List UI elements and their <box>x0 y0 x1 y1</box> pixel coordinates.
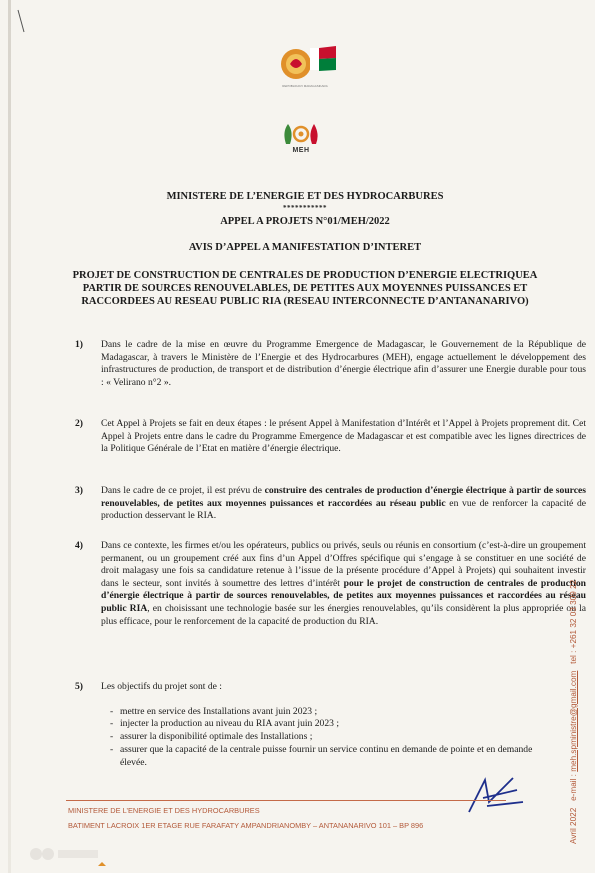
paragraph-number: 2) <box>75 418 83 429</box>
paragraph-text: Les objectifs du projet sont de : <box>101 681 222 692</box>
paragraph-text: Cet Appel à Projets se fait en deux étapes : le présent Appel à Manifestation d’Intérêt et l’Appel à Projets proprement dit. Cet Appel à Projets entre dans le cadre du Programme Emergence de Madagascar et est compatible avec les lignes directrices de la Politique Générale de l’Etat en matière d’énergie électrique. <box>101 418 586 455</box>
signature-mark <box>463 772 533 822</box>
objective-text: assurer que la capacité de la centrale puisse fournir un service continu en demande de pointe et en demande élevée. <box>120 744 533 768</box>
objective-item <box>110 706 540 719</box>
bullet-dash: - <box>110 744 114 755</box>
stars-separator: *********** <box>283 204 327 212</box>
presidency-tagline: REPOBLIKAN'I MADAGASIKARA <box>282 84 328 88</box>
objective-item <box>110 731 540 744</box>
paragraph-number: 1) <box>75 339 83 350</box>
ministry-heading: MINISTERE DE L’ENERGIE ET DES HYDROCARBURES <box>166 191 444 202</box>
paragraph-text-post: en vue de renforcer la capacité de production desservant le RIA. <box>101 497 587 522</box>
paragraph-text-pre: Dans ce contexte, les firmes et/ou les opérateurs, publics ou privés, seuls ou réunis en consortium (c’est-à-dire un groupement permanent, ou un groupement créé aux fins d’un Appel d’Offres spécifique qui s’engage à se constituer en une société de droit malagasy une fois sa candidature retenue à l’issue de la présente procédure d’Appel à Projets) qui souhaitent investir dans le secteur, sont invités à soumettre des lettres d’intérêt <box>101 540 586 589</box>
paragraph-text-pre: Dans le cadre de ce projet, il est prévu de <box>101 485 265 496</box>
bullet-dash: - <box>110 731 114 742</box>
paragraph-text-post: , en choisissant une technologie basée sur les énergies renouvelables, qu’ils considèrent la plus appropriée ou la plus efficace, pour le renforcement de la capacité de production du RIA. <box>101 602 586 627</box>
call-number-heading: APPEL A PROJETS N°01/MEH/2022 <box>220 216 390 227</box>
objective-item <box>110 718 540 731</box>
side-date: Avril 2022 <box>569 807 578 844</box>
paragraph-number: 3) <box>75 485 83 496</box>
paragraph-text <box>101 485 586 523</box>
paragraph-text-bold: construire des centrales de production d’énergie électrique à partir de sources renouvelables, de petites aux moyennes puissances et raccordées au réseau public <box>101 485 586 509</box>
scan-watermark <box>26 836 106 868</box>
objective-text: mettre en service des Installations avant juin 2023 ; <box>120 706 318 717</box>
bullet-dash: - <box>110 718 114 729</box>
footer-ministry: MINISTERE DE L’ENERGIE ET DES HYDROCARBURES <box>68 806 260 815</box>
side-email-label: e-mail : <box>569 774 578 801</box>
meh-logo-text: MEH <box>292 147 310 154</box>
footer-divider <box>66 800 506 801</box>
paragraph-number: 5) <box>75 681 83 692</box>
corner-stroke <box>14 8 32 34</box>
meh-logo <box>278 118 324 164</box>
objective-item <box>110 744 540 769</box>
paragraph-text <box>101 540 586 628</box>
objective-text: injecter la production au niveau du RIA avant juin 2023 ; <box>120 718 340 729</box>
notice-title: AVIS D’APPEL A MANIFESTATION D’INTERET <box>188 242 422 253</box>
paragraph-text: Dans le cadre de la mise en œuvre du Programme Emergence de Madagascar, le Gouvernement de la République de Madagascar, à travers le Ministère de l’Energie et des Hydrocarbures (MEH), engage actuellement le développement des infrastructures de production, de transport et de distribution d’énergie électrique afin d’assurer une Energie durable pour tous : « Velirano n°2 ». <box>101 339 586 388</box>
presidency-logo <box>272 44 338 90</box>
objective-text: assurer la disponibilité optimale des Installations ; <box>120 731 313 742</box>
footer-address: BATIMENT LACROIX 1ER ETAGE RUE FARAFATY AMPANDRIANOMBY – ANTANANARIVO 101 – BP 896 <box>68 821 424 830</box>
page-edge-shadow <box>8 0 11 873</box>
side-tel: tel : +261 32 03 309 22 <box>569 579 578 664</box>
paragraph-text-bold: pour le projet de construction de centrales de production d’énergie électrique à partir de sources renouvelables, de petites aux moyennes puissances et raccordées au réseau public RIA <box>101 577 587 614</box>
side-contact <box>569 580 578 844</box>
project-title: PROJET DE CONSTRUCTION DE CENTRALES DE PRODUCTION D’ENERGIE ELECTRIQUEA PARTIR DE SOURCES RENOUVELABLES, DE PETITES AUX MOYENNES PUISSANCES ET RACCORDEES AU RESEAU PUBLIC RIA (RESEAU INTERCONNECTE D’ANTANANARIVO) <box>72 270 538 307</box>
side-email-link[interactable]: meh.spministre@gmail.com <box>569 670 578 772</box>
paragraph-number: 4) <box>75 540 83 551</box>
bullet-dash: - <box>110 706 114 717</box>
